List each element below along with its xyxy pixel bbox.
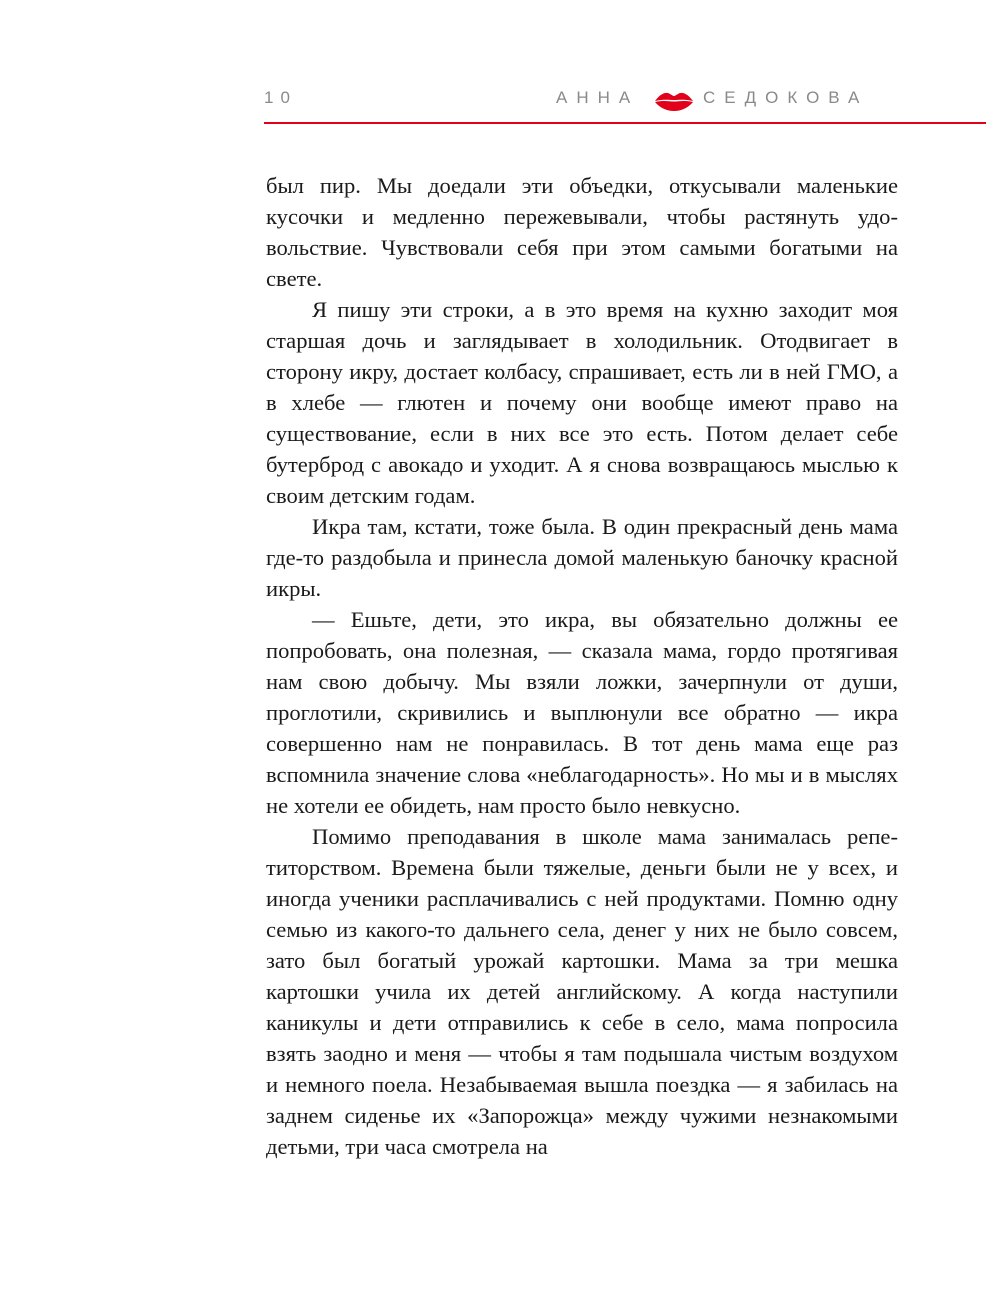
page-number: 10 xyxy=(264,88,297,107)
running-head xyxy=(0,0,986,130)
paragraph: — Ешьте, дети, это икра, вы обязательно должны ее попробовать, она полезная, — сказала мама, гордо протягивая нам свою добычу. Мы взяли ложки, зачерпнули от души, проглотили, скривились и выплюнули все обратно — икра совершенно нам не понравилась. В тот день мама еще раз вспомнила значение слова «неблагодарность». Но мы и в мыслях не хотели ее обидеть, нам просто было невкусно. xyxy=(266,607,898,818)
lips-icon xyxy=(654,90,694,112)
header-rule xyxy=(264,122,986,124)
author-first-name: АННА xyxy=(556,88,640,107)
paragraph: Икра там, кстати, тоже была. В один прекрасный день мама где-то раздобыла и принесла домой маленькую баночку красной икры. xyxy=(266,514,898,601)
author-last-name: СЕДОКОВА xyxy=(703,88,869,107)
paragraph: был пир. Мы доедали эти объедки, откусывали маленькие кусочки и медленно пережевывали, чтобы растянуть удовольствие. Чувствовали себя при этом самыми богатыми на свете. xyxy=(266,173,898,291)
paragraph: Я пишу эти строки, а в это время на кухню заходит моя старшая дочь и заглядывает в холодильник. Отодвигает в сторону икру, достает колбасу, спрашивает, есть ли в ней ГМО, а в хлебе — глютен и почему они вообще имеют право на существование, если в них все это есть. Потом делает себе бутерброд с авокадо и уходит. А я снова возвращаюсь мыслью к своим детским годам. xyxy=(266,297,898,508)
body-text xyxy=(266,170,898,1162)
paragraph: Помимо преподавания в школе мама занималась репетиторством. Времена были тяжелые, деньги были не у всех, и иногда ученики расплачивались с ней продуктами. Помню одну семью из какого-то дальнего села, денег у них не было совсем, зато был богатый урожай картошки. Мама за три мешка картошки учила их детей английскому. А когда наступили каникулы и дети отправились к себе в село, мама попросила взять заодно и меня — чтобы я там подышала чистым воздухом и немного поела. Незабываемая вышла поездка — я забилась на заднем сиденье их «Запорожца» между чужими незнакомыми детьми, три часа смотрела на xyxy=(266,824,898,1159)
